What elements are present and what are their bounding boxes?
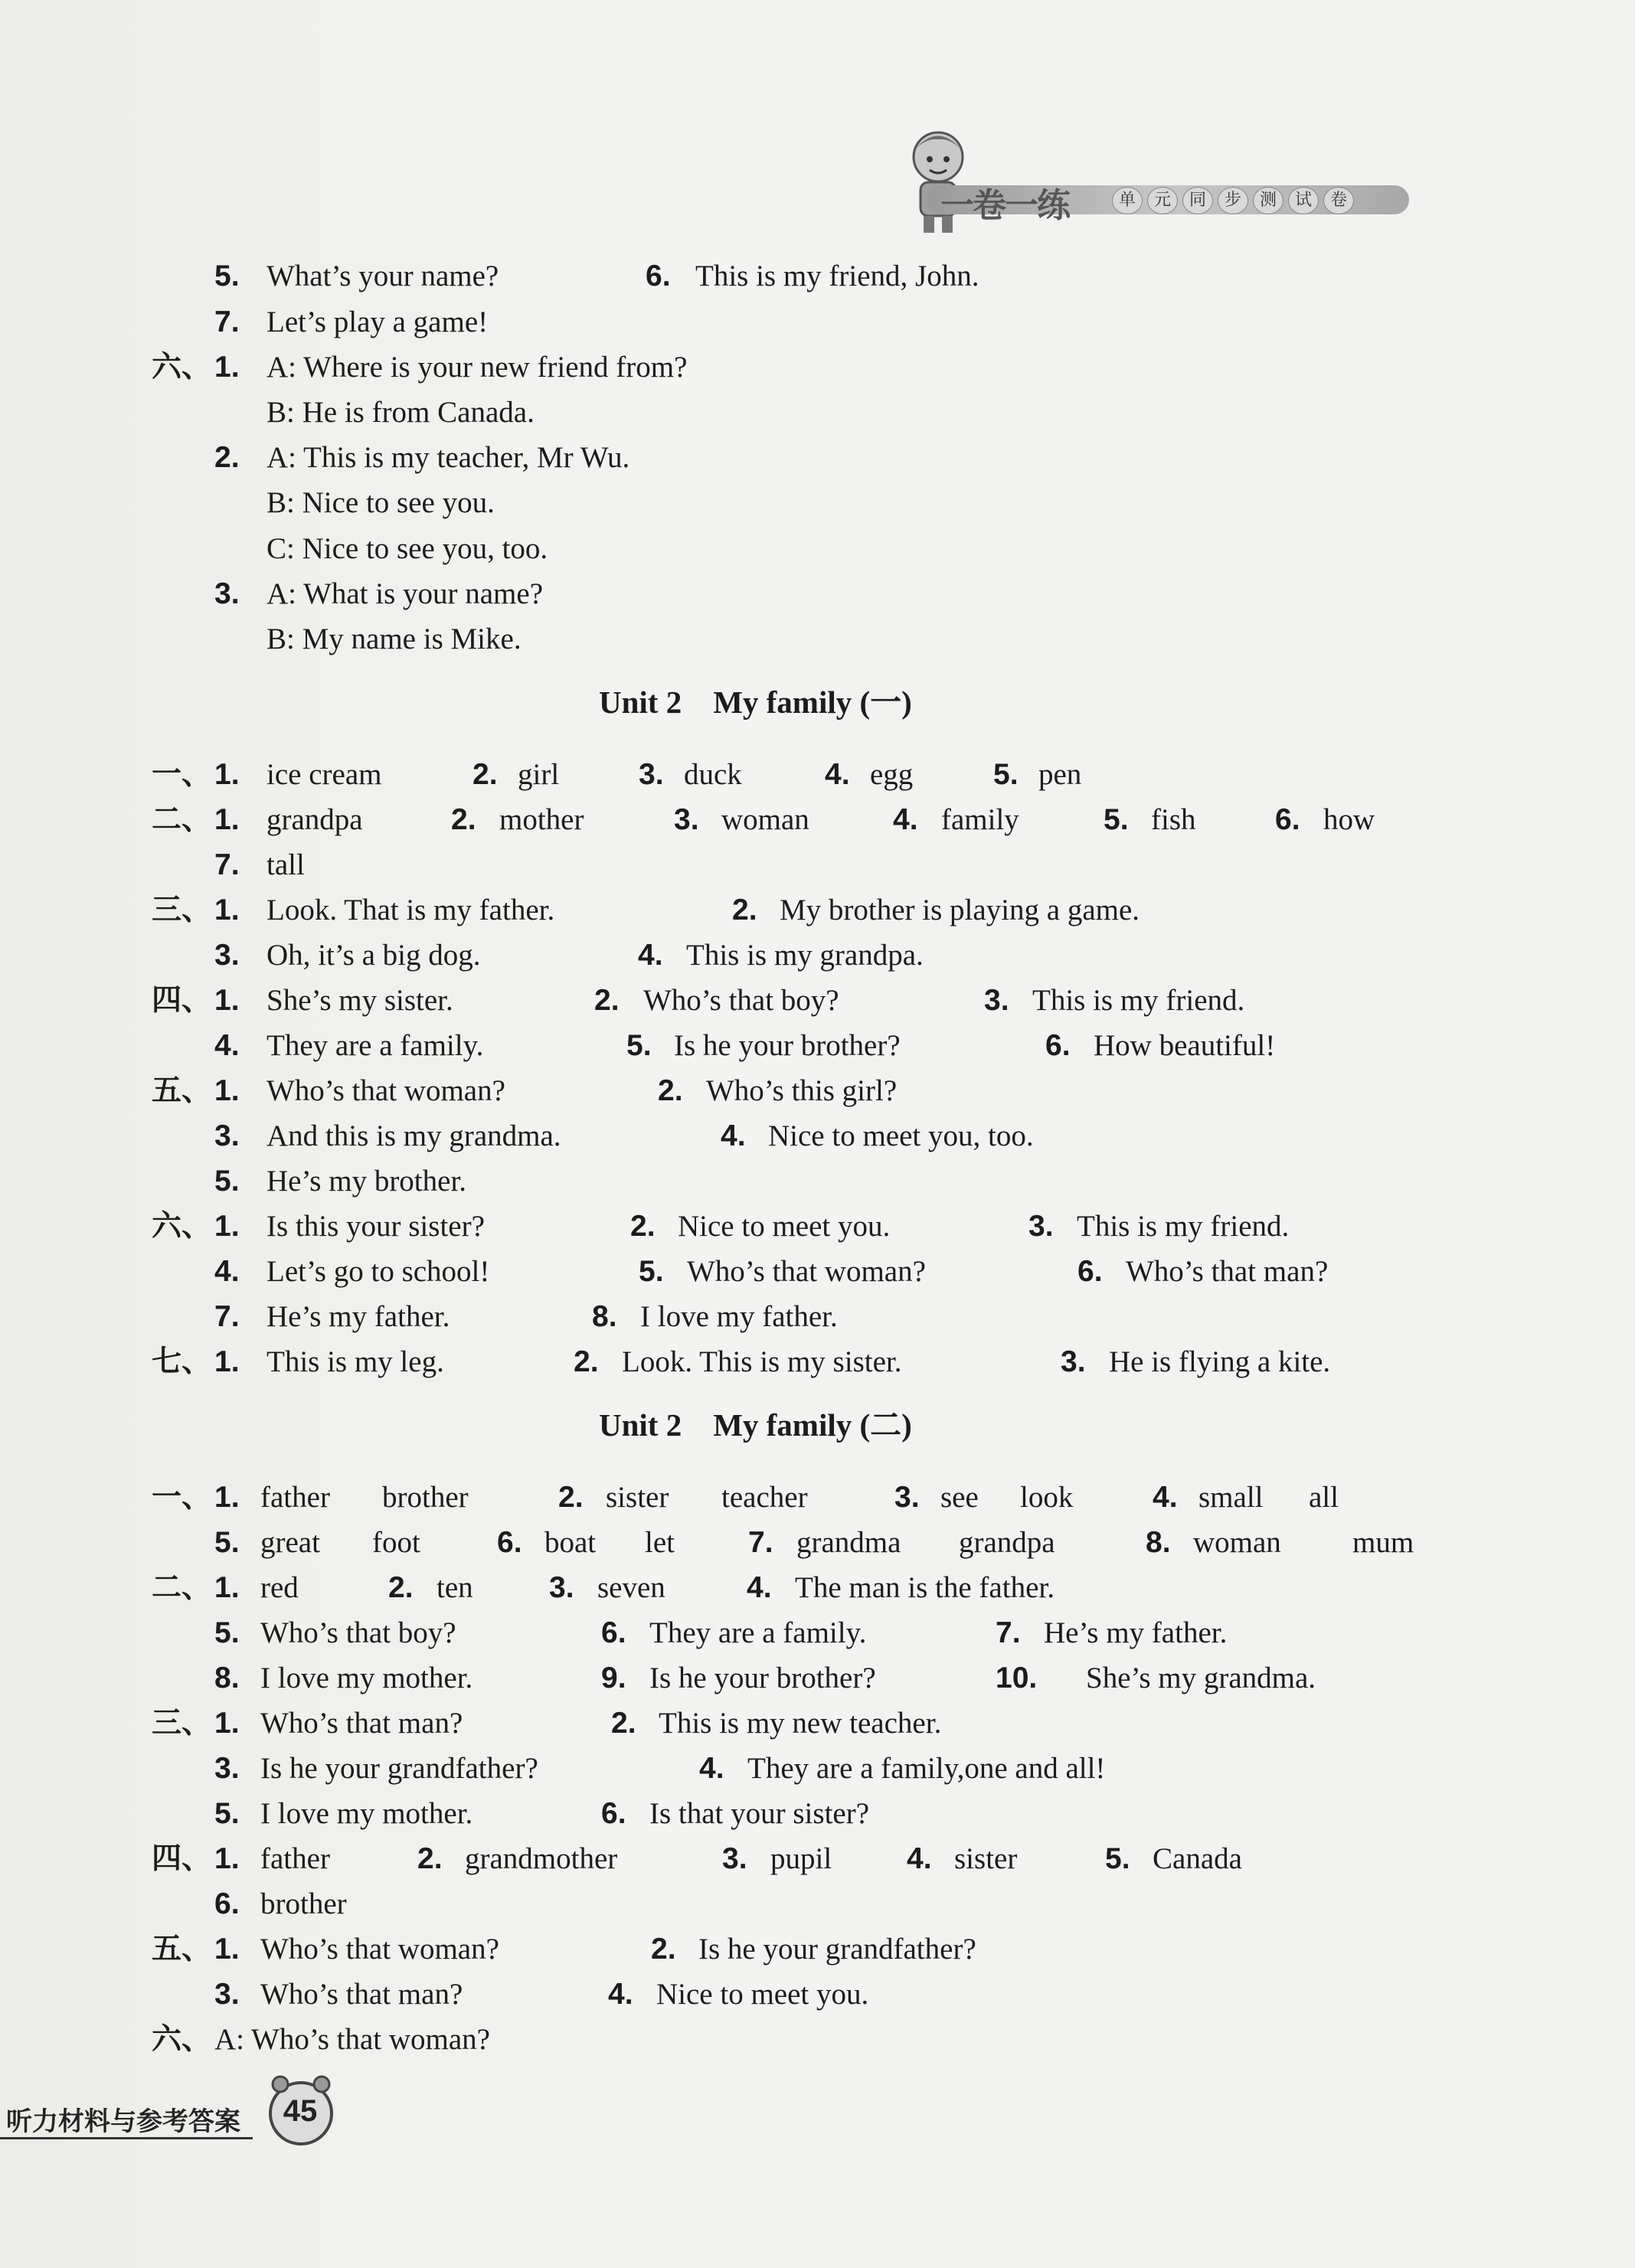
item-number: 3.	[214, 1978, 240, 2011]
answer-text: Look. This is my sister.	[622, 1345, 902, 1378]
item-number: 1.	[214, 894, 240, 926]
answer-text: duck	[684, 758, 742, 791]
answer-text: They are a family.	[267, 1029, 484, 1062]
answer-text: He’s my brother.	[267, 1165, 467, 1198]
item-number: 2.	[574, 1345, 599, 1378]
item-number: 6.	[601, 1797, 626, 1830]
answer-text: This is my leg.	[267, 1345, 444, 1378]
answer-text: And this is my grandma.	[267, 1119, 561, 1152]
answer-text: Nice to meet you, too.	[768, 1119, 1034, 1152]
item-number: 2.	[417, 1842, 443, 1875]
answer-text: Nice to meet you.	[656, 1978, 869, 2011]
answer-text: A: What is your name?	[267, 577, 544, 610]
item-number: 6.	[1275, 803, 1300, 836]
item-number: 6.	[646, 260, 671, 292]
answer-text: How beautiful!	[1094, 1029, 1276, 1062]
answer-text: B: He is from Canada.	[267, 396, 535, 429]
item-number: 2.	[214, 441, 240, 474]
item-number: 4.	[638, 939, 663, 972]
answer-text: What’s your name?	[267, 260, 499, 292]
item-number: 1.	[214, 1074, 240, 1107]
item-number: 4.	[214, 1029, 240, 1062]
item-number: 3.	[674, 803, 699, 836]
answer-text: Who’s that man?	[260, 1978, 463, 2011]
answer-text: tall	[267, 848, 305, 881]
item-number: 4.	[721, 1119, 746, 1152]
item-number: 1.	[214, 351, 240, 384]
item-number: 7.	[214, 1300, 240, 1333]
item-number: 3.	[984, 984, 1009, 1017]
item-number: 2.	[451, 803, 476, 836]
section-marker: 三、	[152, 892, 212, 927]
item-number: 8.	[214, 1662, 240, 1694]
item-number: 3.	[722, 1842, 747, 1875]
answer-text: grandpa	[267, 803, 363, 836]
item-number: 3.	[639, 758, 664, 791]
item-number: 3.	[1061, 1345, 1086, 1378]
answer-text: father	[260, 1481, 330, 1514]
banner-char: 试	[1288, 187, 1319, 214]
answer-text: She’s my grandma.	[1086, 1662, 1316, 1694]
answer-text: The man is the father.	[795, 1571, 1055, 1604]
answer-text: all	[1309, 1481, 1339, 1514]
item-number: 1.	[214, 803, 240, 836]
answer-text: seven	[597, 1571, 665, 1604]
answer-text: They are a family,one and all!	[747, 1752, 1106, 1785]
item-number: 5.	[214, 1165, 240, 1198]
banner-char: 单	[1112, 187, 1143, 214]
item-number: 5.	[639, 1255, 664, 1288]
item-number: 4.	[893, 803, 918, 836]
item-number: 10.	[996, 1662, 1038, 1694]
section-marker: 三、	[152, 1705, 212, 1740]
answer-text: C: Nice to see you, too.	[267, 532, 548, 565]
answer-text: Is this your sister?	[267, 1210, 485, 1243]
item-number: 4.	[1153, 1481, 1178, 1514]
item-number: 1.	[214, 1933, 240, 1966]
answer-text: ice cream	[267, 758, 382, 791]
item-number: 7.	[214, 848, 240, 881]
section-marker: 二、	[152, 802, 212, 837]
item-number: 5.	[214, 1526, 240, 1559]
answer-text: They are a family.	[649, 1616, 867, 1649]
item-number: 6.	[1077, 1255, 1103, 1288]
answer-text: Is he your brother?	[649, 1662, 876, 1694]
answer-text: grandpa	[959, 1526, 1055, 1559]
answer-text: sister	[606, 1481, 669, 1514]
section-marker: 四、	[152, 1841, 212, 1876]
answer-text: Canada	[1153, 1842, 1242, 1875]
answer-text: pupil	[770, 1842, 832, 1875]
answer-text: small	[1198, 1481, 1264, 1514]
answer-text: Let’s go to school!	[267, 1255, 490, 1288]
item-number: 3.	[214, 939, 240, 972]
answer-text: red	[260, 1571, 299, 1604]
answer-text: She’s my sister.	[267, 984, 453, 1017]
item-number: 1.	[214, 984, 240, 1017]
banner-char: 同	[1182, 187, 1213, 214]
item-number: 7.	[748, 1526, 773, 1559]
banner-char: 卷	[1323, 187, 1354, 214]
item-number: 3.	[1028, 1210, 1054, 1243]
item-number: 2.	[473, 758, 498, 791]
answer-text: girl	[518, 758, 560, 791]
answer-text: A: This is my teacher, Mr Wu.	[267, 441, 630, 474]
answer-text: Nice to meet you.	[678, 1210, 891, 1243]
item-number: 6.	[214, 1887, 240, 1920]
item-number: 2.	[611, 1707, 636, 1740]
item-number: 5.	[993, 758, 1019, 791]
answer-text: He’s my father.	[267, 1300, 450, 1333]
answer-text: how	[1323, 803, 1375, 836]
item-number: 1.	[214, 1571, 240, 1604]
unit-title: Unit 2 My family (一)	[599, 685, 912, 720]
item-number: 4.	[608, 1978, 633, 2011]
footer-label	[0, 2094, 253, 2139]
answer-text: Who’s that man?	[260, 1707, 463, 1740]
item-number: 4.	[825, 758, 850, 791]
answer-text: He is flying a kite.	[1109, 1345, 1331, 1378]
answer-text: family	[941, 803, 1019, 836]
section-marker: 一、	[152, 1479, 212, 1515]
item-number: 5.	[214, 1616, 240, 1649]
item-number: 4.	[214, 1255, 240, 1288]
section-marker: 一、	[152, 757, 212, 792]
item-number: 6.	[601, 1616, 626, 1649]
answer-text: Is he your grandfather?	[260, 1752, 538, 1785]
answer-text: father	[260, 1842, 330, 1875]
item-number: 1.	[214, 1481, 240, 1514]
answer-text: egg	[870, 758, 914, 791]
answer-text: Who’s that woman?	[267, 1074, 505, 1107]
item-number: 5.	[1105, 1842, 1130, 1875]
answer-text: Who’s that man?	[1126, 1255, 1329, 1288]
answer-text: Is he your grandfather?	[698, 1933, 976, 1966]
item-number: 2.	[388, 1571, 414, 1604]
answer-text: Oh, it’s a big dog.	[267, 939, 481, 972]
answer-text: great	[260, 1526, 320, 1559]
item-number: 7.	[996, 1616, 1021, 1649]
answer-text: pen	[1038, 758, 1082, 791]
answer-text: sister	[954, 1842, 1018, 1875]
item-number: 6.	[1045, 1029, 1071, 1062]
item-number: 1.	[214, 1210, 240, 1243]
answer-text: teacher	[721, 1481, 808, 1514]
answer-text: This is my friend.	[1077, 1210, 1290, 1243]
footer-text: 听力材料与参考答案	[6, 2106, 240, 2137]
answer-text: grandmother	[465, 1842, 618, 1875]
answer-text: brother	[382, 1481, 469, 1514]
answer-text: This is my friend, John.	[695, 260, 979, 292]
answer-text: let	[645, 1526, 675, 1559]
answer-text: My brother is playing a game.	[780, 894, 1140, 926]
item-number: 6.	[497, 1526, 522, 1559]
section-marker: 五、	[152, 1931, 212, 1966]
item-number: 1.	[214, 758, 240, 791]
item-number: 5.	[214, 260, 240, 292]
page-number: 45	[283, 2094, 318, 2128]
banner-char: 测	[1253, 187, 1283, 214]
answer-text: Who’s that woman?	[687, 1255, 926, 1288]
item-number: 3.	[894, 1481, 920, 1514]
section-marker: 五、	[152, 1073, 212, 1108]
section-marker: 六、	[152, 349, 212, 384]
item-number: 2.	[558, 1481, 584, 1514]
answer-text: I love my mother.	[260, 1797, 473, 1830]
answer-text: B: Nice to see you.	[267, 486, 495, 519]
answer-text: Who’s that boy?	[260, 1616, 456, 1649]
item-number: 2.	[594, 984, 620, 1017]
item-number: 1.	[214, 1707, 240, 1740]
item-number: 2.	[658, 1074, 683, 1107]
answer-text: This is my friend.	[1032, 984, 1245, 1017]
item-number: 8.	[1146, 1526, 1171, 1559]
answer-text: woman	[1193, 1526, 1281, 1559]
answer-text: Look. That is my father.	[267, 894, 555, 926]
section-marker: 七、	[152, 1344, 212, 1379]
answer-text: A: Who’s that woman?	[214, 2023, 490, 2056]
answer-text: He’s my father.	[1044, 1616, 1228, 1649]
answer-text: Let’s play a game!	[267, 306, 489, 338]
answer-text: This is my new teacher.	[659, 1707, 942, 1740]
banner-char: 元	[1147, 187, 1178, 214]
section-marker: 六、	[152, 1208, 212, 1243]
answer-text: brother	[260, 1887, 347, 1920]
section-marker: 四、	[152, 982, 212, 1018]
answer-text: foot	[372, 1526, 420, 1559]
item-number: 5.	[214, 1797, 240, 1830]
item-number: 5.	[626, 1029, 652, 1062]
answer-text: ten	[437, 1571, 473, 1604]
item-number: 2.	[651, 1933, 676, 1966]
item-number: 9.	[601, 1662, 626, 1694]
item-number: 3.	[214, 1119, 240, 1152]
item-number: 3.	[214, 577, 240, 610]
answer-text: Is he your brother?	[674, 1029, 901, 1062]
answer-text: Who’s that woman?	[260, 1933, 499, 1966]
answer-text: boat	[544, 1526, 597, 1559]
item-number: 4.	[907, 1842, 932, 1875]
answer-text: I love my mother.	[260, 1662, 473, 1694]
item-number: 4.	[699, 1752, 724, 1785]
answer-text: B: My name is Mike.	[267, 623, 522, 655]
unit-title: Unit 2 My family (二)	[599, 1407, 912, 1443]
answer-text: mum	[1352, 1526, 1414, 1559]
answer-text: Who’s that boy?	[643, 984, 839, 1017]
answer-text: Is that your sister?	[649, 1797, 870, 1830]
answer-text: mother	[499, 803, 584, 836]
header-banner	[927, 175, 1417, 225]
banner-char: 步	[1218, 187, 1248, 214]
item-number: 1.	[214, 1345, 240, 1378]
answer-text: A: Where is your new friend from?	[267, 351, 688, 384]
item-number: 2.	[732, 894, 757, 926]
answer-text: see	[940, 1481, 979, 1514]
answer-text: Who’s this girl?	[706, 1074, 898, 1107]
item-number: 8.	[592, 1300, 617, 1333]
item-number: 3.	[549, 1571, 574, 1604]
banner-chars	[1112, 187, 1354, 214]
section-marker: 二、	[152, 1570, 212, 1605]
section-marker: 六、	[152, 2021, 212, 2057]
item-number: 1.	[214, 1842, 240, 1875]
answer-text: grandma	[796, 1526, 901, 1559]
item-number: 7.	[214, 306, 240, 338]
answer-text: I love my father.	[640, 1300, 838, 1333]
item-number: 5.	[1104, 803, 1129, 836]
answer-text: This is my grandpa.	[686, 939, 924, 972]
banner-brand: 一卷一练	[940, 186, 1069, 225]
item-number: 3.	[214, 1752, 240, 1785]
item-number: 4.	[747, 1571, 772, 1604]
answer-text: woman	[721, 803, 809, 836]
answer-text: fish	[1151, 803, 1196, 836]
item-number: 2.	[630, 1210, 656, 1243]
answer-text: look	[1020, 1481, 1074, 1514]
